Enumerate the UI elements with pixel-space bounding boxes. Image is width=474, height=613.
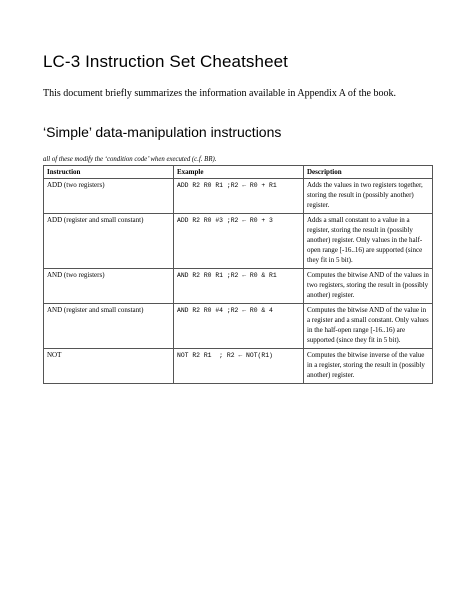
example-cell	[174, 349, 304, 384]
instruction-cell: ADD (two registers)	[44, 179, 174, 214]
page-title: LC-3 Instruction Set Cheatsheet	[43, 52, 289, 71]
example-cell	[174, 214, 304, 269]
example-code: ADD R2 R0 #3 ;	[177, 217, 231, 224]
instruction-cell: AND (register and small constant)	[44, 304, 174, 349]
description-cell: Computes the bitwise AND of the values in two registers, storing the result in (possibly another) register.	[304, 269, 433, 304]
table-row	[44, 179, 433, 214]
example-cell	[174, 179, 304, 214]
table-row	[44, 349, 433, 384]
header-example: Example	[174, 166, 304, 179]
description-cell: Computes the bitwise AND of the value in a register and a small constant. Only values in the half-open range [-16..16) are supported (since they fit in 5 bit).	[304, 304, 433, 349]
table-caption: all of these modify the ‘condition code’ when executed (c.f. BR).	[43, 156, 217, 163]
description-cell: Computes the bitwise inverse of the value in a register, storing the result in (possibly another) register.	[304, 349, 433, 384]
table-row	[44, 304, 433, 349]
example-cell	[174, 269, 304, 304]
section-title: ‘Simple’ data-manipulation instructions	[43, 124, 282, 140]
header-instruction: Instruction	[44, 166, 174, 179]
instruction-cell: ADD (register and small constant)	[44, 214, 174, 269]
example-code: AND R2 R0 #4 ;	[177, 307, 231, 314]
example-comment: R2 ← NOT(R1)	[223, 352, 273, 359]
example-code: ADD R2 R0 R1 ;	[177, 182, 231, 189]
example-comment: R2 ← R0 + R1	[230, 182, 277, 189]
example-comment: R2 ← R0 & 4	[230, 307, 273, 314]
header-description: Description	[304, 166, 433, 179]
description-cell: Adds a small constant to a value in a register, storing the result in (possibly another) register. Only values in the half-open range [-16..16) are supported (since they fit in 5 bit).	[304, 214, 433, 269]
intro-paragraph: This document briefly summarizes the information available in Appendix A of the book.	[43, 88, 396, 99]
example-comment: R2 ← R0 + 3	[230, 217, 273, 224]
table-header-row	[44, 166, 433, 179]
description-cell: Adds the values in two registers together, storing the result in (possibly another) register.	[304, 179, 433, 214]
instruction-cell: NOT	[44, 349, 174, 384]
instruction-table	[43, 165, 433, 384]
example-code: AND R2 R0 R1 ;	[177, 272, 231, 279]
instruction-cell: AND (two registers)	[44, 269, 174, 304]
example-code: NOT R2 R1 ;	[177, 352, 224, 359]
table-row	[44, 214, 433, 269]
table-row	[44, 269, 433, 304]
example-cell	[174, 304, 304, 349]
example-comment: R2 ← R0 & R1	[230, 272, 277, 279]
